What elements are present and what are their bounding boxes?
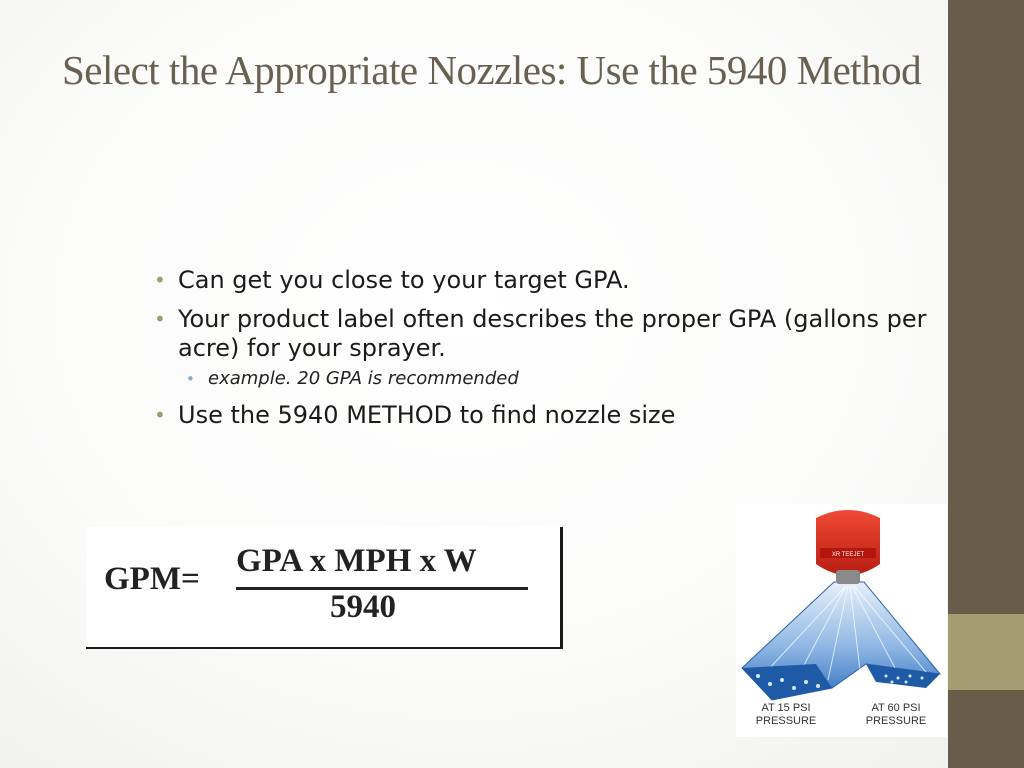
bullet-dot: • bbox=[154, 403, 166, 427]
sub-bullet-text: example. 20 GPA is recommended bbox=[208, 368, 519, 389]
droplet-band-left bbox=[742, 664, 832, 700]
bullet-item bbox=[152, 266, 932, 295]
bullet-item bbox=[152, 401, 932, 430]
sidebar-accent-block bbox=[948, 614, 1024, 690]
bullet-text: Your product label often describes the proper GPA (gallons per acre) for your sprayer. bbox=[178, 305, 927, 362]
nozzle-brand-text: XR TEEJET bbox=[831, 552, 865, 558]
caption-60-psi: AT 60 PSI PRESSURE bbox=[865, 702, 927, 727]
sub-bullet-dot: • bbox=[186, 370, 195, 388]
nozzle-tip bbox=[836, 570, 860, 584]
bullet-dot: • bbox=[154, 307, 166, 331]
formula-denominator: 5940 bbox=[330, 589, 396, 625]
bullet-text: Use the 5940 METHOD to find nozzle size bbox=[178, 401, 676, 429]
sub-bullet-item bbox=[184, 367, 932, 391]
caption-15-psi: AT 15 PSI PRESSURE bbox=[755, 702, 817, 727]
formula-lhs: GPM= bbox=[104, 561, 200, 597]
bullet-item bbox=[152, 305, 932, 363]
nozzle-cap bbox=[816, 510, 880, 576]
bullet-dot: • bbox=[154, 268, 166, 292]
formula-numerator: GPA x MPH x W bbox=[236, 543, 477, 579]
formula-image bbox=[86, 527, 563, 649]
bullet-list bbox=[152, 266, 932, 440]
bullet-text: Can get you close to your target GPA. bbox=[178, 266, 630, 294]
slide-title: Select the Appropriate Nozzles: Use the 5940 Method bbox=[62, 47, 922, 93]
